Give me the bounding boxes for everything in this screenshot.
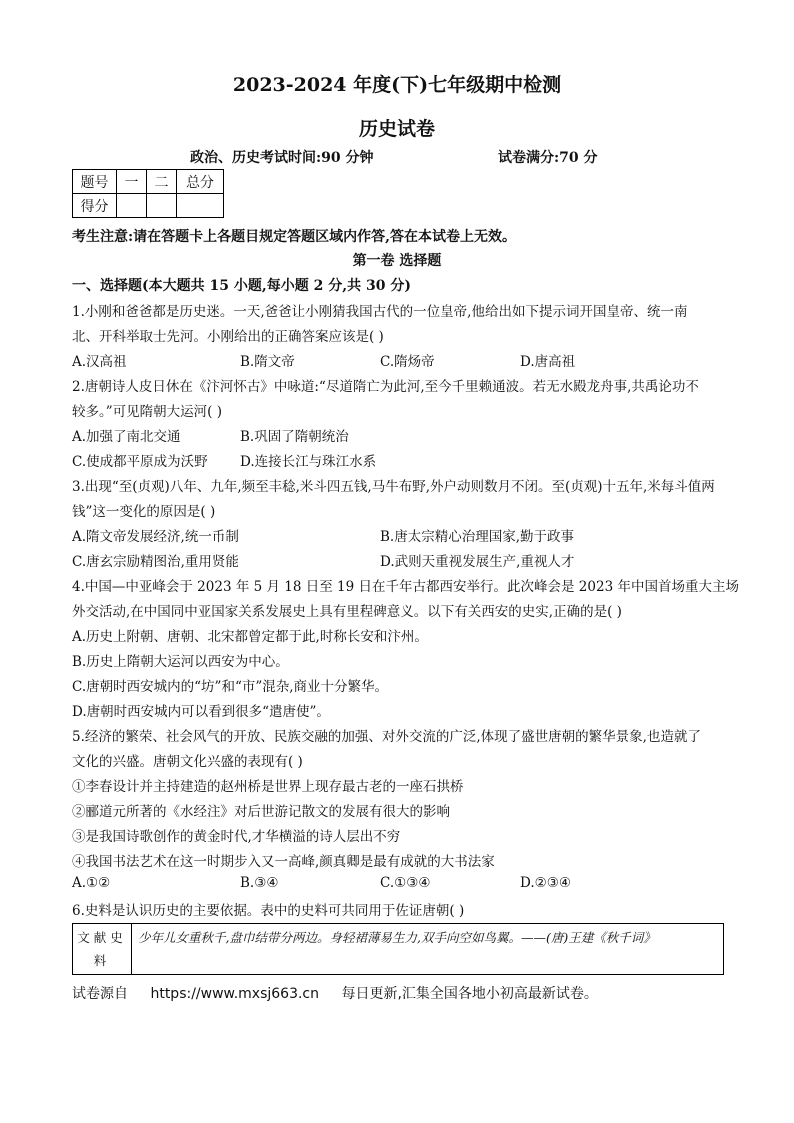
q5-item-2: ②郦道元所著的《水经注》对后世游记散文的发展有很大的影响 [72, 804, 450, 820]
part-title: 第一卷 选择题 [352, 253, 442, 269]
source-table-header: 文献史料 [73, 924, 132, 975]
q3-option-c: C.唐玄宗励精图治,重用贤能 [72, 554, 239, 570]
q5-item-1: ①李春设计并主持建造的赵州桥是世界上现存最古老的一座石拱桥 [72, 779, 464, 795]
q2-option-b: B.巩固了隋朝统治 [240, 429, 349, 445]
exam-subtitle: 历史试卷 [358, 118, 435, 140]
q4-option-b: B.历史上隋朝大运河以西安为中心。 [72, 654, 289, 670]
score-cell [177, 194, 224, 218]
question-5-stem: 5.经济的繁荣、社会风气的开放、民族交融的加强、对外交流的广泛,体现了盛世唐朝的繁华景象,也造就了 [72, 729, 701, 745]
question-4-stem: 4.中国—中亚峰会于 2023 年 5 月 18 日至 19 日在千年古都西安举行。此次峰会是 2023 年中国首场重大主场 [72, 579, 739, 595]
question-5-stem-cont: 文化的兴盛。唐朝文化兴盛的表现有( ) [72, 754, 303, 770]
source-table-text: 少年儿女重秋千,盘巾结带分两边。身轻裙薄易生力,双手向空如鸟翼。——(唐)王建《秋千词》 [132, 924, 724, 975]
section-title: 一、选择题(本大题共 15 小题,每小题 2 分,共 30 分) [72, 278, 411, 294]
question-3-stem-cont: 钱”这一变化的原因是( ) [72, 504, 216, 520]
q2-option-d: D.连接长江与珠江水系 [240, 454, 377, 470]
exam-time: 政治、历史考试时间:90 分钟 [190, 150, 374, 166]
score-cell: 题号 [73, 170, 117, 194]
question-2-stem: 2.唐朝诗人皮日休在《汴河怀古》中咏道:“尽道隋亡为此河,至今千里赖通波。若无水殿龙舟事,共禹论功不 [72, 379, 699, 395]
page-footer [72, 983, 616, 1003]
score-table-row [73, 170, 224, 194]
q5-item-3: ③是我国诗歌创作的黄金时代,才华横溢的诗人层出不穷 [72, 829, 401, 845]
footer-label: 试卷源自 [72, 986, 128, 1002]
q3-option-a: A.隋文帝发展经济,统一币制 [72, 529, 239, 545]
source-table [72, 923, 724, 975]
q4-option-d: D.唐朝时西安城内可以看到很多“遣唐使”。 [72, 704, 330, 720]
q4-option-a: A.历史上附朝、唐朝、北宋都曾定都于此,时称长安和汴州。 [72, 629, 428, 645]
q5-option-c: C.①③④ [380, 875, 431, 891]
q1-option-b: B.隋文帝 [240, 354, 295, 370]
q5-item-4: ④我国书法艺术在这一时期步入又一高峰,颜真卿是最有成就的大书法家 [72, 854, 495, 870]
exam-notice: 考生注意:请在答题卡上各题目规定答题区域内作答,答在本试卷上无效。 [72, 229, 517, 245]
footer-slogan: 每日更新,汇集全国各地小初高最新试卷。 [341, 986, 598, 1002]
question-1-stem-cont: 北、开科举取士先河。小刚给出的正确答案应该是( ) [72, 329, 384, 345]
q5-option-a: A.①② [72, 875, 111, 891]
q2-option-a: A.加强了南北交通 [72, 429, 181, 445]
score-cell: 得分 [73, 194, 117, 218]
q1-option-c: C.隋炀帝 [380, 354, 435, 370]
q2-option-c: C.使成都平原成为沃野 [72, 454, 208, 470]
q1-option-a: A.汉高祖 [72, 354, 127, 370]
question-6-stem: 6.史料是认识历史的主要依据。表中的史料可共同用于佐证唐朝( ) [72, 903, 465, 919]
score-cell: 一 [117, 170, 147, 194]
score-cell [147, 194, 177, 218]
q3-option-b: B.唐太宗精心治理国家,勤于政事 [380, 529, 575, 545]
q4-option-c: C.唐朝时西安城内的“坊”和“市”混杂,商业十分繁华。 [72, 679, 389, 695]
score-table [72, 169, 224, 218]
source-table-row [73, 924, 724, 975]
score-table-row [73, 194, 224, 218]
q5-option-b: B.③④ [240, 875, 279, 891]
score-cell: 总分 [177, 170, 224, 194]
question-1-stem: 1.小刚和爸爸都是历史迷。一天,爸爸让小刚猜我国古代的一位皇帝,他给出如下提示词开国皇帝、统一南 [72, 304, 688, 320]
q3-option-d: D.武则天重视发展生产,重视人才 [380, 554, 575, 570]
question-4-stem-cont: 外交活动,在中国同中亚国家关系发展史上具有里程碑意义。以下有关西安的史实,正确的是( ) [72, 604, 622, 620]
score-cell [117, 194, 147, 218]
question-2-stem-cont: 较多。”可见隋朝大运河( ) [72, 404, 222, 420]
full-score: 试卷满分:70 分 [498, 150, 598, 166]
footer-url[interactable]: https://www.mxsj663.cn [150, 986, 319, 1002]
score-cell: 二 [147, 170, 177, 194]
exam-title: 2023-2024 年度(下)七年级期中检测 [232, 74, 562, 96]
question-3-stem: 3.出现“至(贞观)八年、九年,频至丰稔,米斗四五钱,马牛布野,外户动则数月不闭。至(贞观)十五年,米每斗值两 [72, 479, 715, 495]
q5-option-d: D.②③④ [520, 875, 571, 891]
q1-option-d: D.唐高祖 [520, 354, 576, 370]
